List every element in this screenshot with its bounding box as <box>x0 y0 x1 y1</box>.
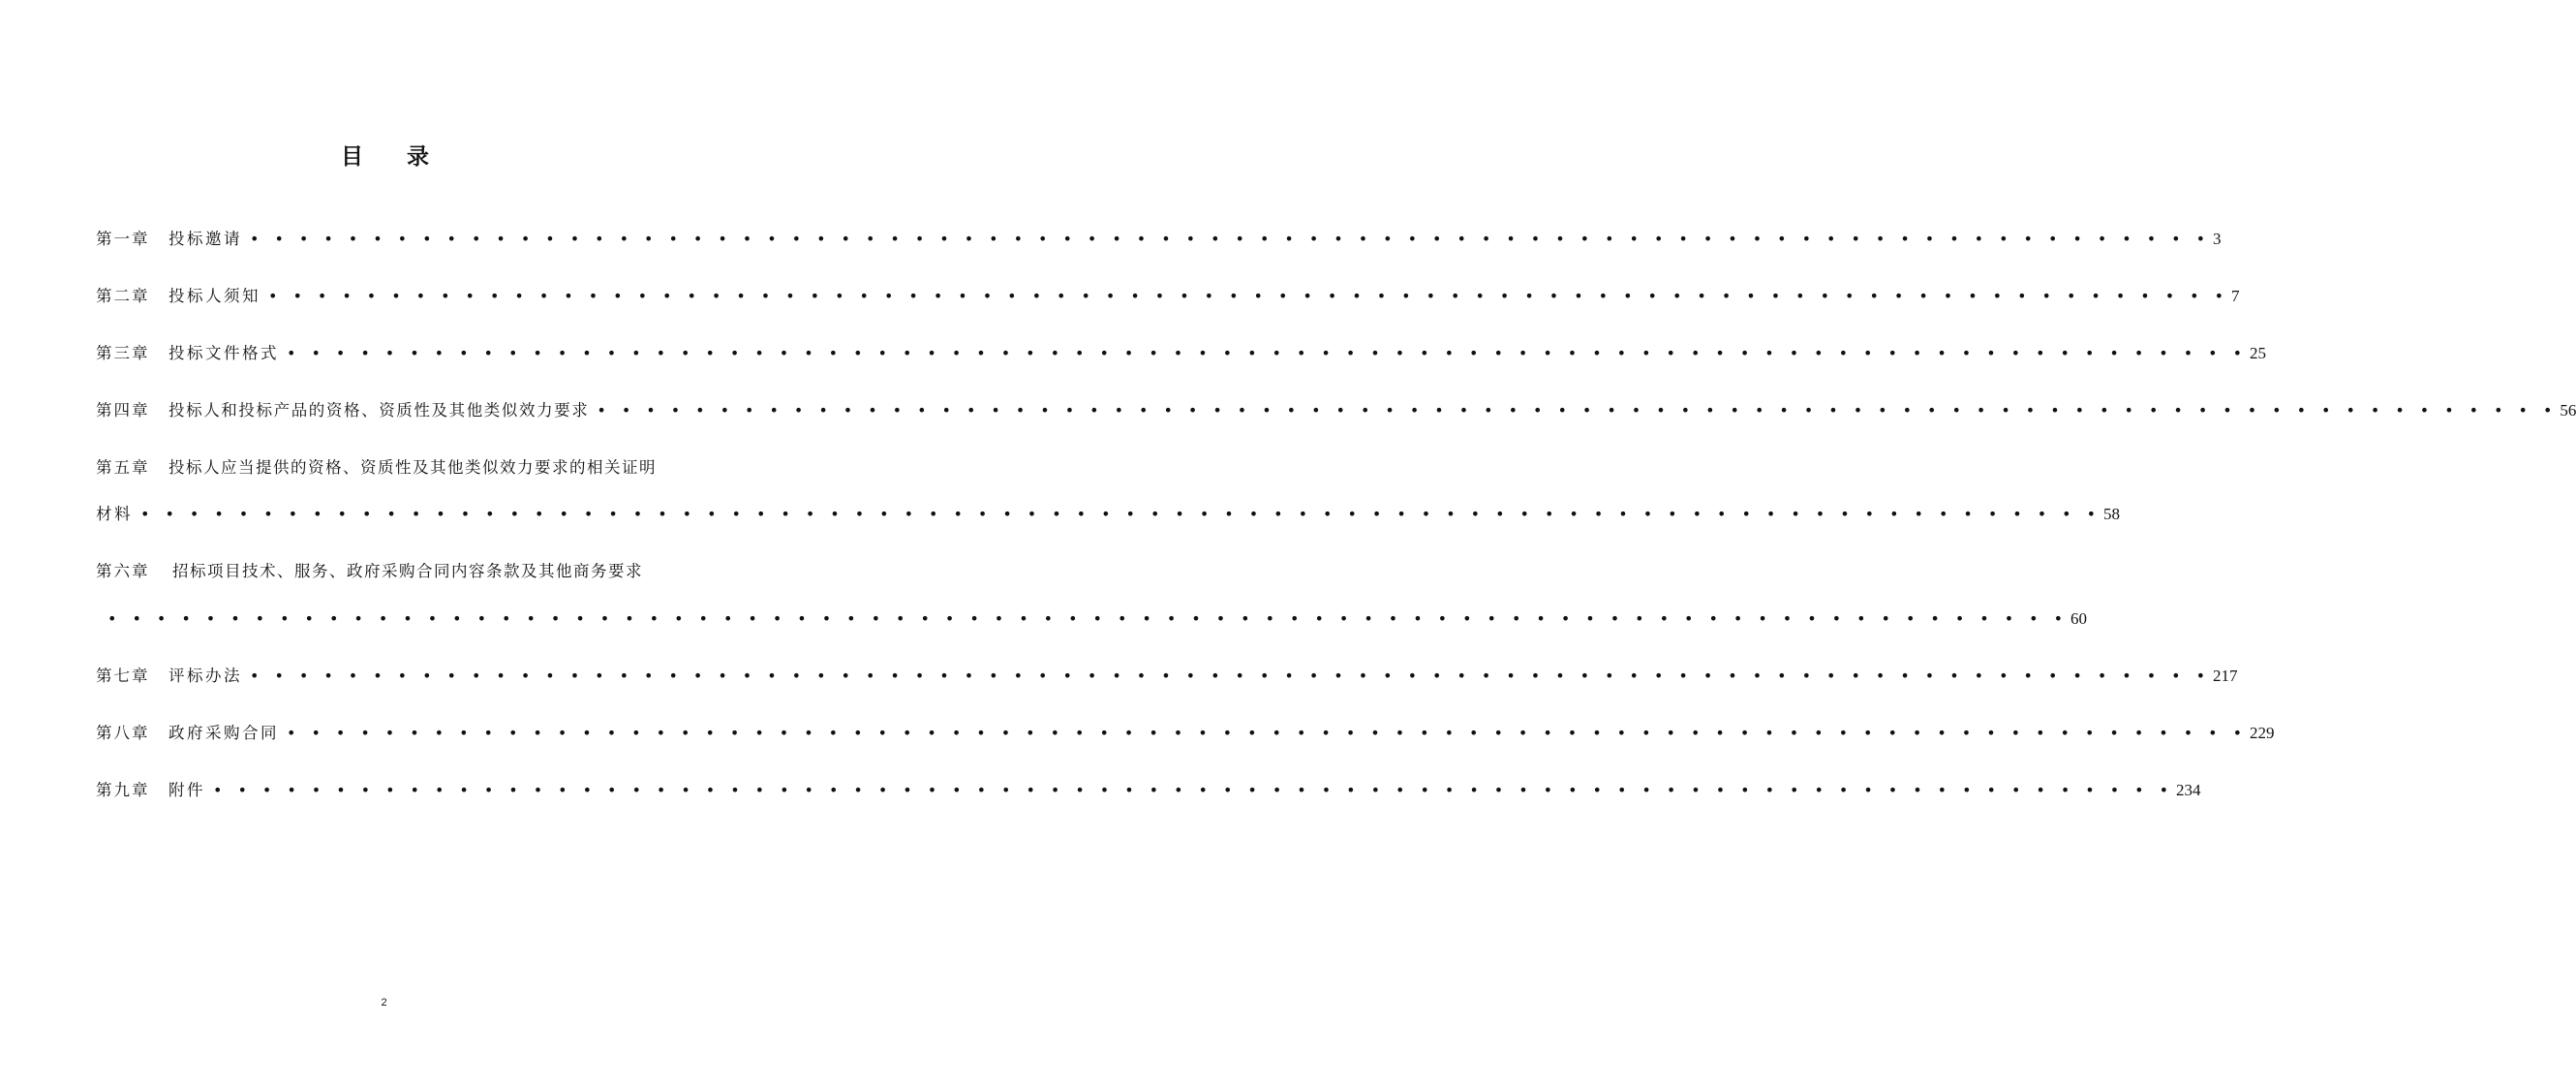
toc-page-number: 234 <box>2176 781 2201 799</box>
toc-entry-7[interactable] <box>96 664 2238 689</box>
toc-leader-dots: • • • • • • • • • • • • • • • • • • • • • • • • • • • • • • • • • • • • • • • • • • • • • • • • • • • • • • • • • • • • • • • • • • • • • • • • • • • • • • • • <box>213 781 2168 799</box>
toc-entry-title: 政府采购合同 <box>169 724 279 742</box>
toc-leader-dots: • • • • • • • • • • • • • • • • • • • • • • • • • • • • • • • • • • • • • • • • • • • • • • • • • • • • • • • • • • • • • • • • • • • • • • • • • • • • • • • • <box>250 230 2205 248</box>
toc-title <box>0 142 768 171</box>
toc-entry-1[interactable] <box>96 227 2222 252</box>
toc-entry-title: 投标人应当提供的资格、资质性及其他类似效力要求的相关证明 <box>169 458 657 477</box>
toc-entry-title-continued: 材料 <box>96 505 133 523</box>
toc-leader-dots: • • • • • • • • • • • • • • • • • • • • • • • • • • • • • • • • • • • • • • • • • • • • • • • • • • • • • • • • • • • • • • • • • • • • • • • • • • • • • • • • <box>287 724 2242 742</box>
toc-entry-6[interactable] <box>96 559 671 584</box>
toc-chapter-label: 第一章 <box>96 230 150 248</box>
toc-chapter-label: 第四章 <box>96 401 150 419</box>
toc-entry-title: 投标人须知 <box>169 287 261 305</box>
toc-chapter-label: 第九章 <box>96 781 150 799</box>
toc-title-char-1: 目 <box>341 143 363 170</box>
toc-entry-title: 附件 <box>169 781 205 799</box>
toc-page-number: 7 <box>2231 287 2240 305</box>
page-number: 2 <box>381 997 387 1009</box>
toc-leader-dots: • • • • • • • • • • • • • • • • • • • • • • • • • • • • • • • • • • • • • • • • • • • • • • • • • • • • • • • • • • • • • • • • • • • • • • • • • • • • • • • • <box>140 505 2096 523</box>
toc-entry-6-continued[interactable] <box>96 606 2087 632</box>
toc-entry-2[interactable] <box>96 284 2240 309</box>
toc-entry-8[interactable] <box>96 721 2275 746</box>
toc-chapter-label: 第三章 <box>96 344 150 362</box>
toc-chapter-label: 第五章 <box>96 458 150 477</box>
toc-leader-dots: • • • • • • • • • • • • • • • • • • • • • • • • • • • • • • • • • • • • • • • • • • • • • • • • • • • • • • • • • • • • • • • • • • • • • • • • • • • • • • • • <box>597 401 2553 419</box>
toc-entry-title: 投标邀请 <box>169 230 242 248</box>
toc-entry-title: 投标人和投标产品的资格、资质性及其他类似效力要求 <box>169 401 590 419</box>
toc-page-number: 60 <box>2070 609 2087 628</box>
toc-entry-3[interactable] <box>96 341 2266 366</box>
toc-entry-9[interactable] <box>96 778 2201 803</box>
toc-entry-title: 评标办法 <box>169 667 242 685</box>
toc-entry-title: 招标项目技术、服务、政府采购合同内容条款及其他商务要求 <box>172 562 643 580</box>
toc-leader-dots: • • • • • • • • • • • • • • • • • • • • • • • • • • • • • • • • • • • • • • • • • • • • • • • • • • • • • • • • • • • • • • • • • • • • • • • • • • • • • • • • <box>107 609 2063 628</box>
toc-page-number: 217 <box>2213 667 2238 685</box>
toc-page-number: 56 <box>2560 401 2576 419</box>
toc-leader-dots: • • • • • • • • • • • • • • • • • • • • • • • • • • • • • • • • • • • • • • • • • • • • • • • • • • • • • • • • • • • • • • • • • • • • • • • • • • • • • • • • <box>250 667 2205 685</box>
toc-chapter-label: 第八章 <box>96 724 150 742</box>
toc-page-number: 3 <box>2213 230 2222 248</box>
toc-page-number: 229 <box>2250 724 2275 742</box>
toc-page-number: 25 <box>2250 344 2266 362</box>
toc-entry-4[interactable] <box>96 398 2576 423</box>
toc-chapter-label: 第七章 <box>96 667 150 685</box>
toc-title-char-2: 录 <box>407 143 429 170</box>
toc-entry-title: 投标文件格式 <box>169 344 279 362</box>
toc-entry-5-continued[interactable] <box>96 502 2120 527</box>
toc-entry-5[interactable] <box>96 455 671 481</box>
toc-leader-dots: • • • • • • • • • • • • • • • • • • • • • • • • • • • • • • • • • • • • • • • • • • • • • • • • • • • • • • • • • • • • • • • • • • • • • • • • • • • • • • • • <box>268 287 2223 305</box>
toc-page-number: 58 <box>2103 505 2120 523</box>
toc-chapter-label: 第六章 <box>96 562 150 580</box>
toc-leader-dots: • • • • • • • • • • • • • • • • • • • • • • • • • • • • • • • • • • • • • • • • • • • • • • • • • • • • • • • • • • • • • • • • • • • • • • • • • • • • • • • • <box>287 344 2242 362</box>
toc-chapter-label: 第二章 <box>96 287 150 305</box>
